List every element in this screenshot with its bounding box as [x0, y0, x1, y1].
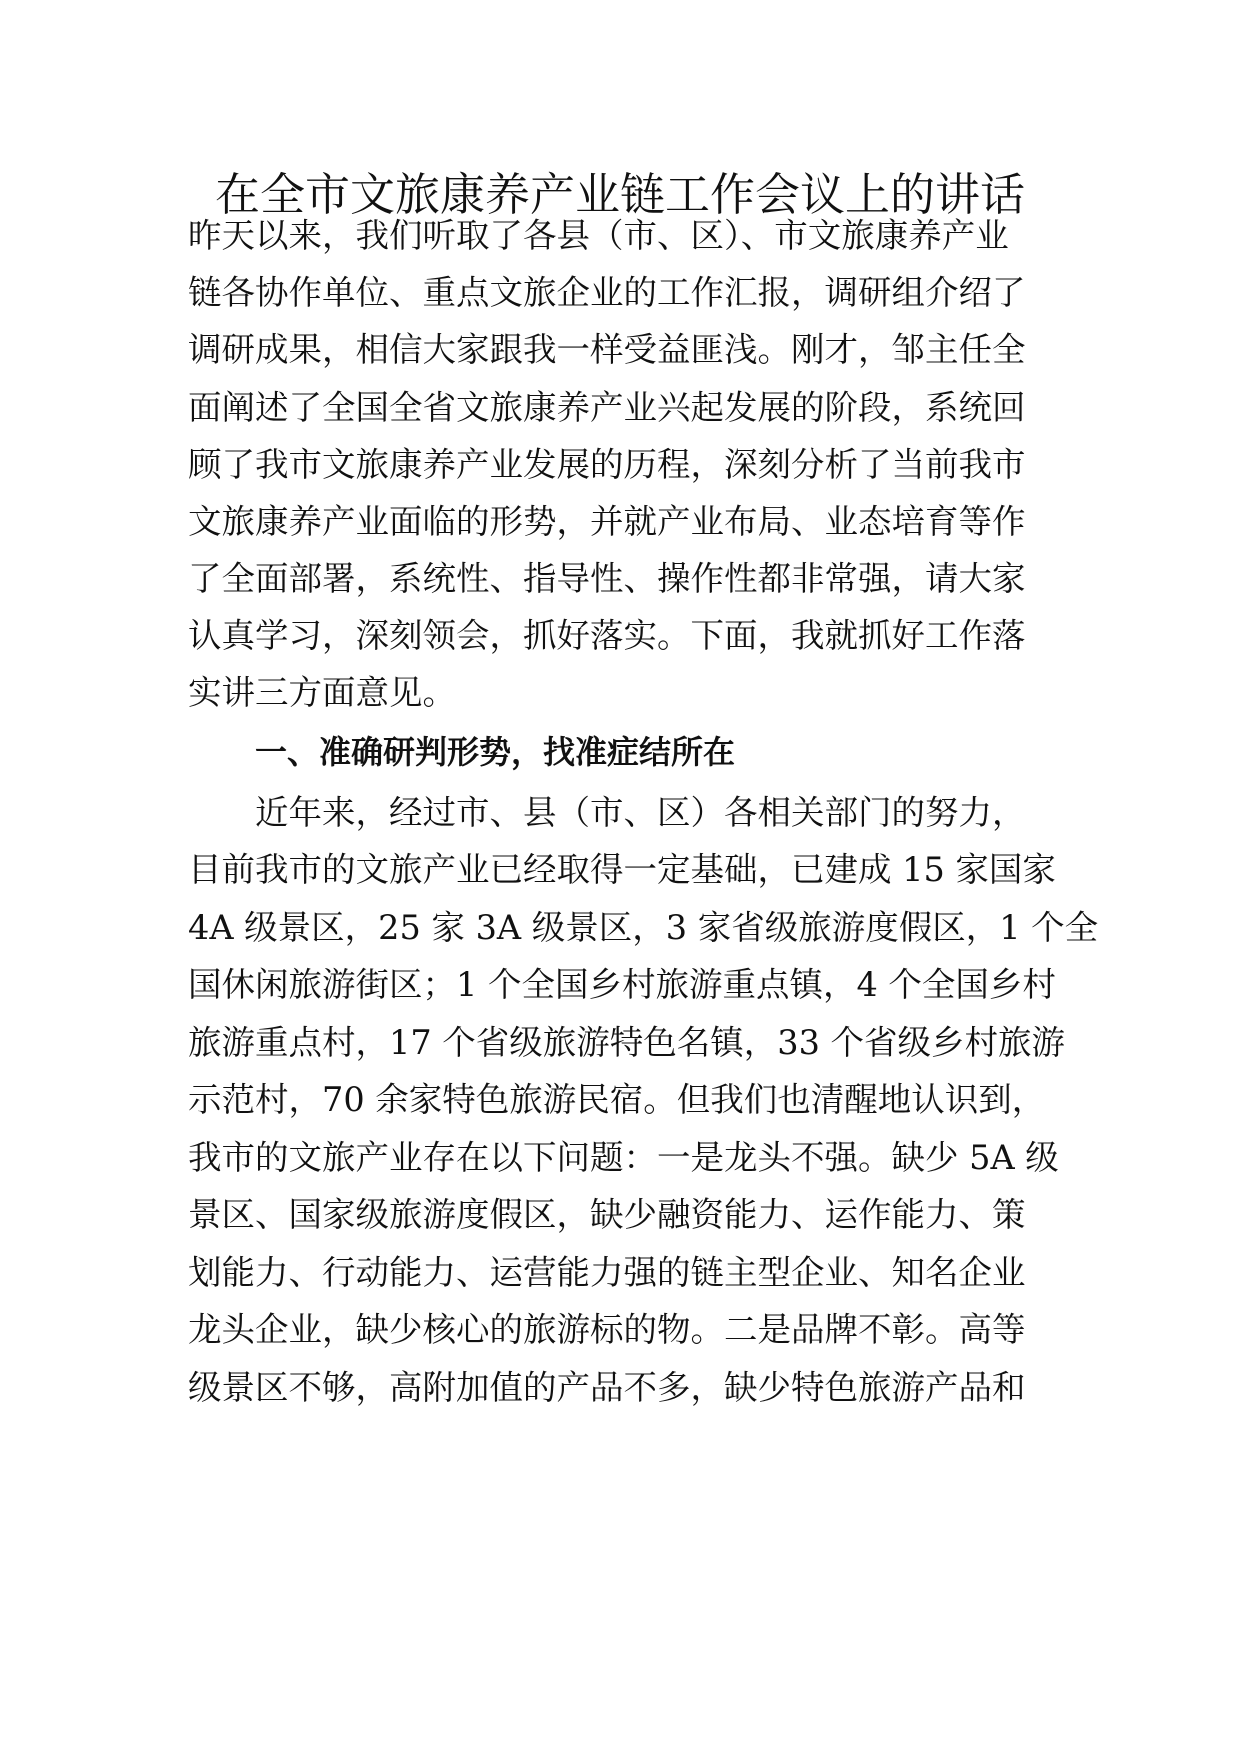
paragraph-line: 4A 级景区，25 家 3A 级景区，3 家省级旅游度假区，1 个全: [188, 908, 1099, 947]
paragraph-line: 我市的文旅产业存在以下问题：一是龙头不强。缺少 5A 级: [188, 1138, 1059, 1177]
paragraph-line: 旅游重点村，17 个省级旅游特色名镇，33 个省级乡村旅游: [188, 1023, 1066, 1062]
paragraph-line: 顾了我市文旅康养产业发展的历程，深刻分析了当前我市: [188, 445, 1026, 484]
paragraph-line: 景区、国家级旅游度假区，缺少融资能力、运作能力、策: [188, 1195, 1026, 1234]
section-heading: 一、准确研判形势，找准症结所在: [255, 733, 736, 771]
paragraph-line: 划能力、行动能力、运营能力强的链主型企业、知名企业: [188, 1253, 1026, 1292]
paragraph-line: 龙头企业，缺少核心的旅游标的物。二是品牌不彰。高等: [188, 1310, 1026, 1349]
paragraph-line: 了全面部署，系统性、指导性、操作性都非常强，请大家: [188, 559, 1026, 598]
paragraph-line: 近年来，经过市、县（市、区）各相关部门的努力，: [255, 793, 1026, 832]
paragraph-line: 国休闲旅游街区；1 个全国乡村旅游重点镇，4 个全国乡村: [188, 965, 1056, 1004]
paragraph-line: 文旅康养产业面临的形势，并就产业布局、业态培育等作: [188, 502, 1026, 541]
paragraph-line: 面阐述了全国全省文旅康养产业兴起发展的阶段，系统回: [188, 388, 1026, 427]
paragraph-line: 目前我市的文旅产业已经取得一定基础，已建成 15 家国家: [188, 850, 1056, 889]
paragraph-line: 认真学习，深刻领会，抓好落实。下面，我就抓好工作落: [188, 616, 1026, 655]
paragraph-line: 昨天以来，我们听取了各县（市、区）、市文旅康养产业: [188, 216, 1009, 255]
paragraph-line: 调研成果，相信大家跟我一样受益匪浅。刚才，邹主任全: [188, 330, 1026, 369]
paragraph-line: 链各协作单位、重点文旅企业的工作汇报，调研组介绍了: [188, 273, 1026, 312]
paragraph-line: 实讲三方面意见。: [188, 673, 456, 712]
paragraph-line: 级景区不够，高附加值的产品不多，缺少特色旅游产品和: [188, 1368, 1026, 1407]
document-title: 在全市文旅康养产业链工作会议上的讲话: [214, 168, 1025, 221]
paragraph-line: 示范村，70 余家特色旅游民宿。但我们也清醒地认识到，: [188, 1080, 1046, 1119]
